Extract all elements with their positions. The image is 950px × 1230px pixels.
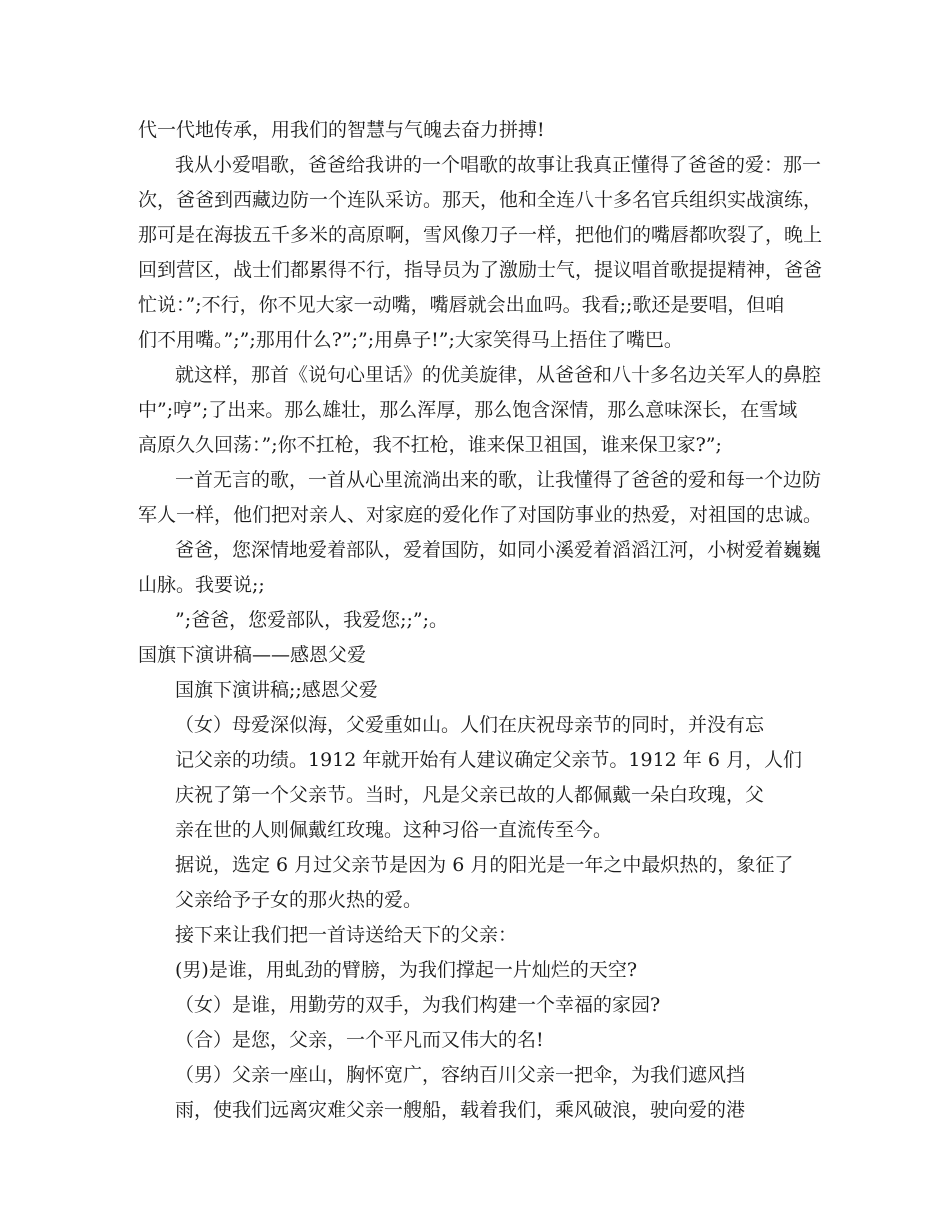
text-line: ”;爸爸，您爱部队，我爱您;;”;。 bbox=[175, 609, 449, 631]
text-line: （女）是谁，用勤劳的双手，为我们构建一个幸福的家园? bbox=[175, 994, 661, 1016]
text-line: 次，爸爸到西藏边防一个连队采访。那天，他和全连八十多名官兵组织实战演练， bbox=[138, 189, 823, 211]
text-line: 一首无言的歌，一首从心里流淌出来的歌，让我懂得了爸爸的爱和每一个边防 bbox=[175, 469, 822, 491]
text-line: 军人一样，他们把对亲人、对家庭的爱化作了对国防事业的热爱，对祖国的忠诚。 bbox=[138, 504, 823, 526]
text-line: （男）父亲一座山，胸怀宽广，容纳百川父亲一把伞，为我们遮风挡 bbox=[175, 1064, 746, 1086]
text-line: 国旗下演讲稿;;感恩父爱 bbox=[175, 679, 378, 701]
text-line: 们不用嘴。”;”;那用什么?”;”;用鼻子!”;大家笑得马上捂住了嘴巴。 bbox=[138, 329, 683, 351]
text-line: 爸爸，您深情地爱着部队，爱着国防，如同小溪爱着滔滔江河，小树爱着巍巍 bbox=[175, 539, 822, 561]
text-line: 雨，使我们远离灾难父亲一艘船，载着我们，乘风破浪，驶向爱的港 bbox=[175, 1099, 746, 1121]
text-line: 高原久久回荡：”;你不扛枪，我不扛枪，谁来保卫祖国，谁来保卫家?”; bbox=[138, 434, 722, 456]
text-line: 中”;哼”;了出来。那么雄壮，那么浑厚，那么饱含深情，那么意味深长，在雪域 bbox=[138, 399, 798, 421]
text-line: 父亲给予子女的那火热的爱。 bbox=[175, 889, 423, 911]
text-line: 接下来让我们把一首诗送给天下的父亲： bbox=[175, 924, 518, 946]
text-line: 亲在世的人则佩戴红玫瑰。这种习俗一直流传至今。 bbox=[175, 819, 613, 841]
text-line: 就这样，那首《说句心里话》的优美旋律，从爸爸和八十多名边关军人的鼻腔 bbox=[175, 364, 822, 386]
text-line: 那可是在海拔五千多米的高原啊，雪风像刀子一样，把他们的嘴唇都吹裂了，晚上 bbox=[138, 224, 823, 246]
text-line: 据说，选定 6 月过父亲节是因为 6 月的阳光是一年之中最炽热的，象征了 bbox=[175, 854, 794, 876]
text-line: (男)是谁，用虬劲的臂膀，为我们撑起一片灿烂的天空? bbox=[175, 959, 638, 981]
text-line: 我从小爱唱歌，爸爸给我讲的一个唱歌的故事让我真正懂得了爸爸的爱：那一 bbox=[175, 154, 822, 176]
text-line: 山脉。我要说;; bbox=[138, 574, 265, 596]
text-line: 回到营区，战士们都累得不行，指导员为了激励士气，提议唱首歌提提精神，爸爸 bbox=[138, 259, 823, 281]
text-line: 记父亲的功绩。1912 年就开始有人建议确定父亲节。1912 年 6 月，人们 bbox=[175, 749, 802, 771]
text-line: 忙说：”;不行，你不见大家一动嘴，嘴唇就会出血吗。我看;;歌还是要唱，但咱 bbox=[138, 294, 785, 316]
text-line: （合）是您，父亲，一个平凡而又伟大的名! bbox=[175, 1029, 544, 1051]
text-line: 庆祝了第一个父亲节。当时，凡是父亲已故的人都佩戴一朵白玫瑰，父 bbox=[175, 784, 765, 806]
text-line: （女）母爱深似海，父爱重如山。人们在庆祝母亲节的同时，并没有忘 bbox=[175, 714, 765, 736]
text-line: 代一代地传承，用我们的智慧与气魄去奋力拼搏! bbox=[138, 119, 545, 141]
section-heading: 国旗下演讲稿——感恩父爱 bbox=[138, 644, 367, 666]
